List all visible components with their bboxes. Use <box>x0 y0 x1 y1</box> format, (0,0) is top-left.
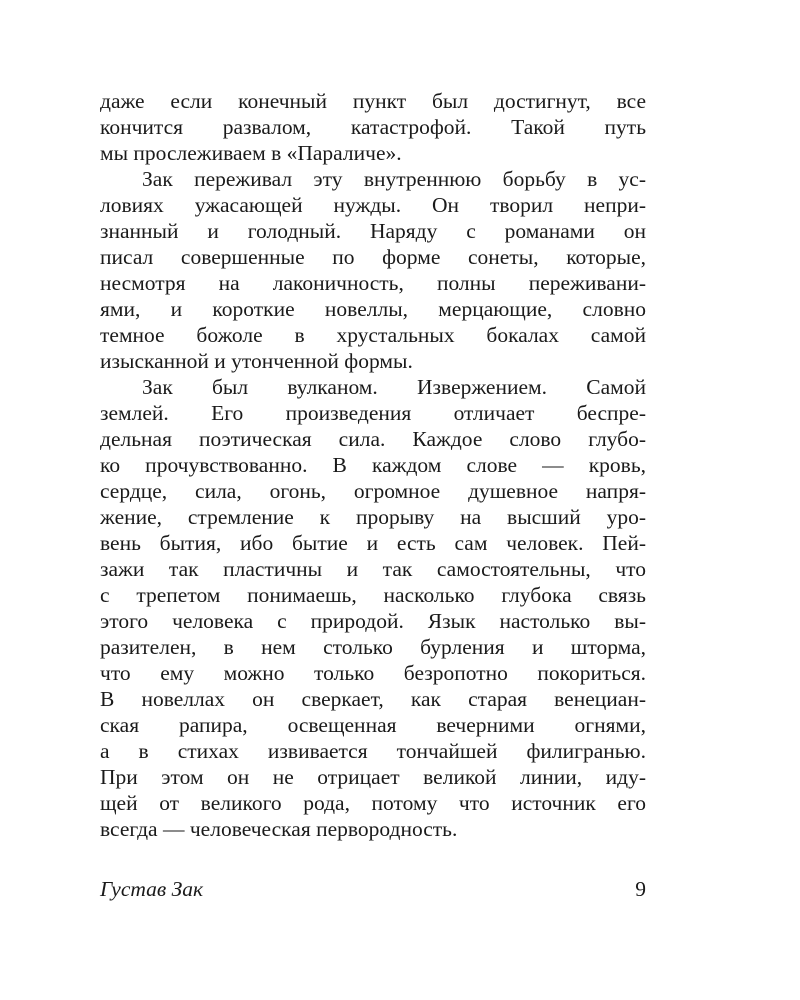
body-text <box>100 88 646 842</box>
paragraph-1 <box>100 88 646 166</box>
page-number: 9 <box>635 877 646 901</box>
text-line: сердце, сила, огонь, огромное душевное напря- <box>100 479 646 503</box>
text-line: землей. Его произведения отличает беспре- <box>100 401 646 425</box>
text-line: знанный и голодный. Наряду с романами он <box>100 219 646 243</box>
text-line: кончится развалом, катастрофой. Такой путь <box>100 115 646 139</box>
text-line: изысканной и утонченной формы. <box>100 349 413 373</box>
text-line: вень бытия, ибо бытие и есть сам человек. Пей- <box>100 531 646 555</box>
text-line: всегда — человеческая первородность. <box>100 817 458 841</box>
text-line: ко прочувствованно. В каждом слове — кровь, <box>100 453 646 477</box>
text-line: щей от великого рода, потому что источник его <box>100 791 646 815</box>
page-footer <box>100 874 646 904</box>
text-line: Зак переживал эту внутреннюю борьбу в ус- <box>142 167 646 191</box>
text-line: писал совершенные по форме сонеты, которые, <box>100 245 646 269</box>
text-line: жение, стремление к прорыву на высший уро- <box>100 505 646 529</box>
text-line: ская рапира, освещенная вечерними огнями, <box>100 713 646 737</box>
text-line: Зак был вулканом. Извержением. Самой <box>142 375 646 399</box>
text-line: ями, и короткие новеллы, мерцающие, словно <box>100 297 646 321</box>
text-line: При этом он не отрицает великой линии, иду- <box>100 765 646 789</box>
text-line: с трепетом понимаешь, насколько глубока связь <box>100 583 646 607</box>
text-line: ловиях ужасающей нужды. Он творил непри- <box>100 193 646 217</box>
text-line: В новеллах он сверкает, как старая венециан- <box>100 687 646 711</box>
text-line: темное божоле в хрустальных бокалах самой <box>100 323 646 347</box>
text-line: что ему можно только безропотно покориться. <box>100 661 646 685</box>
text-line: дельная поэтическая сила. Каждое слово глубо- <box>100 427 646 451</box>
paragraph-3 <box>100 374 646 842</box>
text-line: даже если конечный пункт был достигнут, все <box>100 89 646 113</box>
text-line: мы прослеживаем в «Параличе». <box>100 141 402 165</box>
text-line: несмотря на лаконичность, полны переживани- <box>100 271 646 295</box>
text-line: зажи так пластичны и так самостоятельны, что <box>100 557 646 581</box>
text-line: а в стихах извивается тончайшей филигранью. <box>100 739 646 763</box>
running-title: Густав Зак <box>100 877 204 901</box>
text-line: разителен, в нем столько бурления и шторма, <box>100 635 646 659</box>
paragraph-2 <box>100 166 646 374</box>
text-line: этого человека с природой. Язык настолько вы- <box>100 609 646 633</box>
